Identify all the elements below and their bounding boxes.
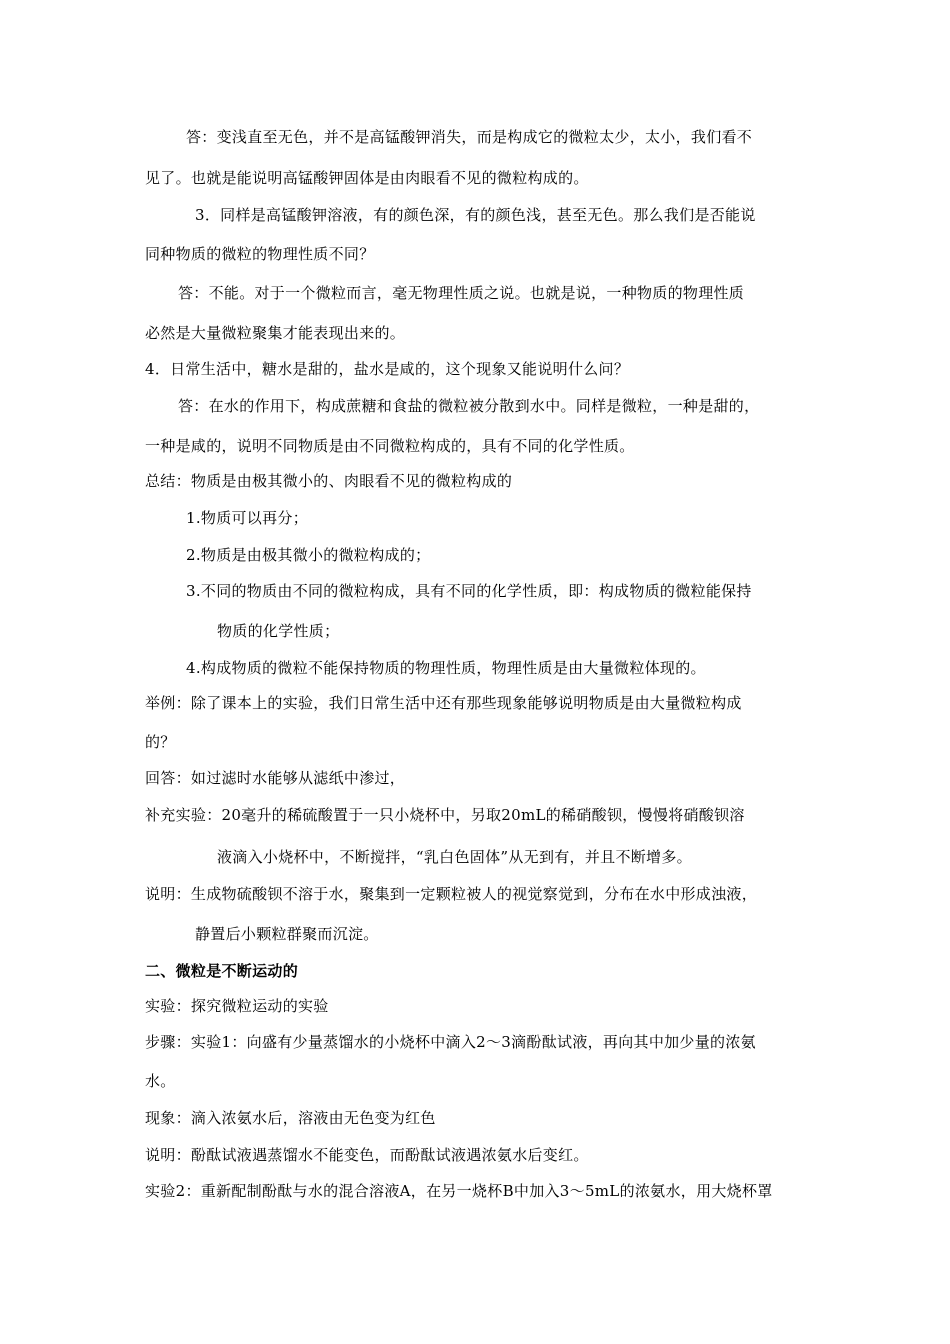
question-3-line-2: 同种物质的微粒的物理性质不同？ <box>145 245 375 263</box>
summary-item-4: 4.构成物质的微粒不能保持物质的物理性质，物理性质是由大量微粒体现的。 <box>186 659 706 677</box>
summary-item-2: 2.物质是由极其微小的微粒构成的； <box>186 546 431 564</box>
answer-2-line-2: 见了。也就是能说明高锰酸钾固体是由肉眼看不见的微粒构成的。 <box>145 169 589 187</box>
extra-experiment-line-1: 补充实验：20毫升的稀硫酸置于一只小烧杯中，另取20mL的稀硝酸钡，慢慢将硝酸钡溶 <box>145 806 745 824</box>
summary-heading: 总结：物质是由极其微小的、肉眼看不见的微粒构成的 <box>145 472 513 490</box>
reply-line: 回答：如过滤时水能够从滤纸中渗过， <box>145 769 406 787</box>
answer-4-line-1: 答：在水的作用下，构成蔗糖和食盐的微粒被分散到水中。同样是微粒，一种是甜的， <box>178 397 760 415</box>
answer-2-line-1: 答：变浅直至无色，并不是高锰酸钾消失，而是构成它的微粒太少，太小，我们看不 <box>186 128 753 146</box>
experiment-2-line: 实验2：重新配制酚酞与水的混合溶液A，在另一烧杯B中加入3～5mL的浓氨水，用大烧杯罩 <box>145 1182 773 1200</box>
summary-item-3-line-1: 3.不同的物质由不同的微粒构成，具有不同的化学性质，即：构成物质的微粒能保持 <box>186 582 752 600</box>
question-3-line-1: 3．同样是高锰酸钾溶液，有的颜色深，有的颜色浅，甚至无色。那么我们是否能说 <box>195 206 756 224</box>
example-line-1: 举例：除了课本上的实验，我们日常生活中还有那些现象能够说明物质是由大量微粒构成 <box>145 694 742 712</box>
explanation-line-1: 说明：生成物硫酸钡不溶于水，聚集到一定颗粒被人的视觉察觉到，分布在水中形成浊液， <box>145 885 758 903</box>
question-4: 4．日常生活中，糖水是甜的，盐水是咸的，这个现象又能说明什么问？ <box>145 360 630 378</box>
phenomenon-line: 现象：滴入浓氨水后，溶液由无色变为红色 <box>145 1109 436 1127</box>
explanation-2-line: 说明：酚酞试液遇蒸馏水不能变色，而酚酞试液遇浓氨水后变红。 <box>145 1146 589 1164</box>
explanation-line-2: 静置后小颗粒群聚而沉淀。 <box>195 925 379 943</box>
extra-experiment-line-2: 液滴入小烧杯中，不断搅拌，“乳白色固体”从无到有，并且不断增多。 <box>217 848 692 866</box>
answer-3-line-2: 必然是大量微粒聚集才能表现出来的。 <box>145 324 406 342</box>
steps-line-2: 水。 <box>145 1072 176 1090</box>
example-line-2: 的？ <box>145 733 176 751</box>
summary-item-3-line-2: 物质的化学性质； <box>217 622 340 640</box>
experiment-title: 实验：探究微粒运动的实验 <box>145 997 329 1015</box>
answer-4-line-2: 一种是咸的，说明不同物质是由不同微粒构成的，具有不同的化学性质。 <box>145 437 635 455</box>
answer-3-line-1: 答：不能。对于一个微粒而言，毫无物理性质之说。也就是说，一种物质的物理性质 <box>178 284 745 302</box>
summary-item-1: 1.物质可以再分； <box>186 509 309 527</box>
steps-line-1: 步骤：实验1：向盛有少量蒸馏水的小烧杯中滴入2～3滴酚酞试液，再向其中加少量的浓氨 <box>145 1033 756 1051</box>
section-heading-2: 二、微粒是不断运动的 <box>145 962 299 980</box>
